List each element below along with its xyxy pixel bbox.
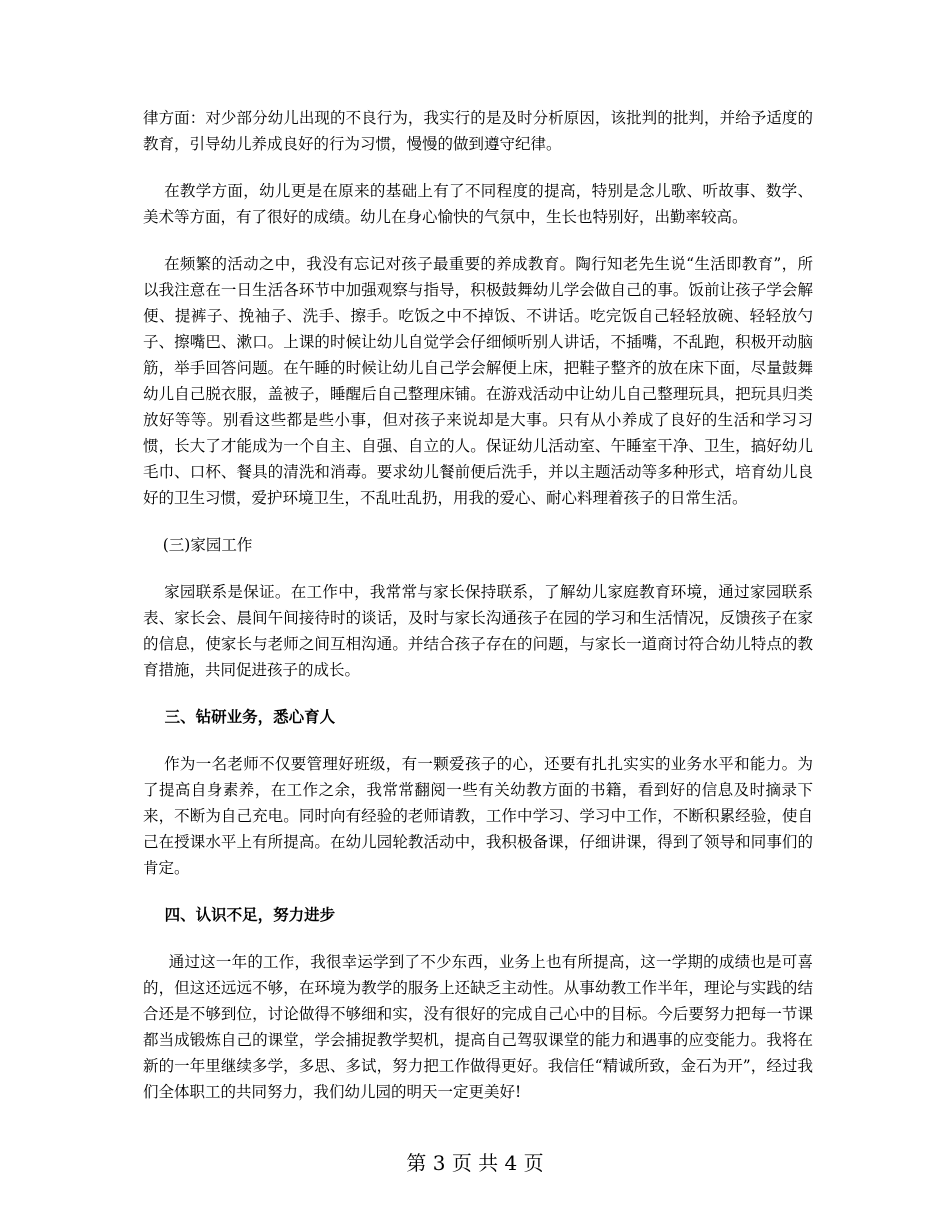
section-heading-4: 四、认识不足，努力进步 [143,905,336,924]
paragraph-teaching: 在教学方面，幼儿更是在原来的基础上有了不同程度的提高，特别是念儿歌、听故事、数学、美术等方面，有了很好的成绩。幼儿在身心愉快的气氛中，生长也特别好，出勤率较高。 [143,182,813,226]
section-heading-3: 三、钻研业务，悉心育人 [143,707,336,726]
paragraph-discipline: 律方面：对少部分幼儿出现的不良行为，我实行的是及时分析原因，该批判的批判，并给予适度的教育，引导幼儿养成良好的行为习惯，慢慢的做到遵守纪律。 [143,109,813,153]
paragraph-home-school: 家园联系是保证。在工作中，我常常与家长保持联系，了解幼儿家庭教育环境，通过家园联系表、家长会、晨间午间接待时的谈话，及时与家长沟通孩子在园的学习和生活情况，反馈孩子在家的信息，使家长与老师之间互相沟通。并结合孩子存在的问题，与家长一道商讨符合幼儿特点的教育措施，共同促进孩子的成长。 [143,583,813,679]
subheading-home-school: (三)家园工作 [143,536,253,554]
document-body [143,105,818,1126]
page-number-footer: 第 3 页 共 4 页 [406,1151,544,1175]
paragraph-habit-education: 在频繁的活动之中，我没有忘记对孩子最重要的养成教育。陶行知老先生说“生活即教育”，所以我注意在一日生活各环节中加强观察与指导，积极鼓舞幼儿学会做自己的事。饭前让孩子学会解便、提裤子、挽袖子、洗手、擦手。吃饭之中不掉饭、不讲话。吃完饭自己轻轻放碗、轻轻放勺子、擦嘴巴、漱口。上课的时候让幼儿自觉学会仔细倾听别人讲话，不插嘴，不乱跑，积极开动脑筋，举手回答问题。在午睡的时候让幼儿自己学会解便上床，把鞋子整齐的放在床下面，尽量鼓舞 幼儿自己脱衣服，盖被子，睡醒后自己整理床铺。在游戏活动中让幼儿自己整理玩具，把玩具归类放好等等。别看这些都是些小事，但对孩子来说却是大事。只有从小养成了良好的生活和学习习惯，长大了才能成为一个自主、自强、自立的人。保证幼儿活动室、午睡室干净、卫生，搞好幼儿毛巾、口杯、餐具的清洗和消毒。要求幼儿餐前便后洗手，并以主题活动等多种形式，培育幼儿良好的卫生习惯，爱护环境卫生，不乱吐乱扔，用我的爱心、耐心料理着孩子的日常生活。 [143,255,818,507]
paragraph-shortcomings: 通过这一年的工作，我很幸运学到了不少东西，业务上也有所提高，这一学期的成绩也是可喜的，但这还远远不够，在环境为教学的服务上还缺乏主动性。从事幼教工作半年，理论与实践的结合还是不够到位，讨论做得不够细和实，没有很好的完成自己心中的目标。今后要努力把每一节课都当成锻炼自己的课堂，学会捕捉教学契机，提高自己驾驭课堂的能力和遇事的应变能力。我将在新的一年里继续多学，多思、多试，努力把工作做得更好。我信任“精诚所致，金石为开”，经过我们全体职工的共同努力，我们幼儿园的明天一定更美好! [143,953,813,1101]
paragraph-professional: 作为一名老师不仅要管理好班级，有一颗爱孩子的心，还要有扎扎实实的业务水平和能力。为了提高自身素养，在工作之余，我常常翻阅一些有关幼教方面的书籍，看到好的信息及时摘录下来，不断为自己充电。同时向有经验的老师请教，工作中学习、学习中工作，不断积累经验，使自己在授课水平上有所提高。在幼儿园轮教活动中，我积极备课，仔细讲课，得到了领导和同事们的肯定。 [143,755,813,877]
